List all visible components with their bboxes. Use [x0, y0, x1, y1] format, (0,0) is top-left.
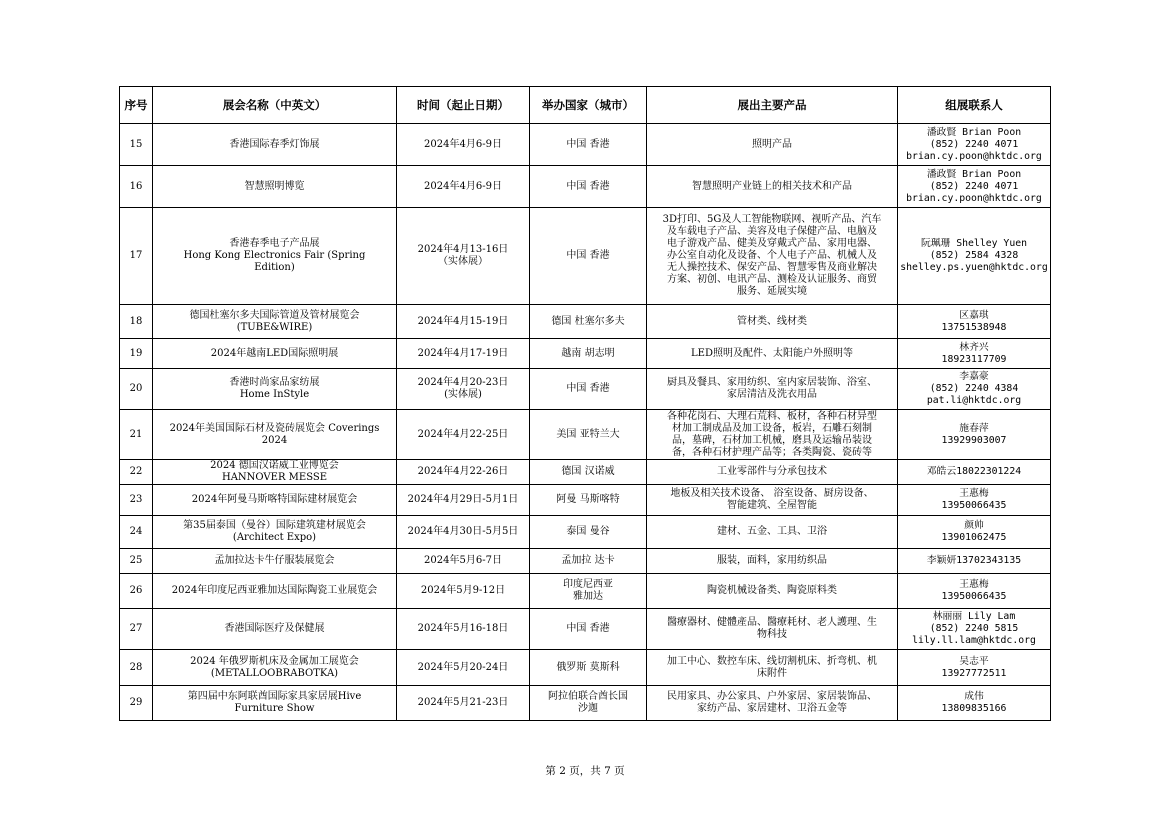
cell-line: 2024年4月15-19日 [417, 315, 509, 327]
cell-line: Edition) [254, 262, 295, 273]
cell-line: 2024年4月6-9日 [424, 138, 502, 150]
cell-line: 李嘉豪 [959, 371, 989, 382]
table-row [120, 516, 1051, 549]
cell-main-products [647, 686, 898, 721]
table-row [120, 485, 1051, 516]
cell-main-products [647, 410, 898, 460]
cell-line: 成伟 [964, 691, 984, 702]
cell-line: shelley.ps.yuen@hktdc.org [900, 262, 1048, 273]
cell-line: 13751538948 [941, 321, 1007, 333]
cell-date [397, 574, 530, 609]
cell-host-country [530, 574, 647, 609]
cell-line: 雅加达 [573, 591, 603, 602]
cell-date [397, 124, 530, 166]
cell-line: 林齐兴 [959, 341, 989, 353]
cell-line: Furniture Show [234, 703, 315, 714]
cell-exhibition-name [153, 516, 397, 549]
cell-line: 智慧照明博览 [244, 180, 305, 192]
cell-line: 孟加拉 达卡 [561, 555, 615, 566]
cell-date [397, 485, 530, 516]
cell-line: 2024年印度尼西亚雅加达国际陶瓷工业展览会 [171, 585, 378, 596]
cell-line: 林丽丽 Lily Lam [932, 611, 1016, 622]
cell-line: 美国 亚特兰大 [556, 428, 620, 440]
table-header-row [120, 87, 1051, 124]
cell-host-country [530, 305, 647, 339]
cell-line: 13950066435 [941, 500, 1007, 511]
cell-line: 吴志平 [959, 655, 989, 667]
cell-exhibition-name [153, 686, 397, 721]
cell-line: 13927772511 [941, 667, 1007, 679]
cell-line: 中国 香港 [566, 250, 610, 261]
cell-main-products [647, 369, 898, 410]
cell-exhibition-name [153, 369, 397, 410]
cell-index: 20 [120, 369, 153, 410]
cell-line: (852) 2240 4071 [929, 180, 1019, 192]
cell-line: 服装，面料，家用纺织品 [717, 555, 827, 566]
cell-date [397, 369, 530, 410]
cell-line: 2024年5月9-12日 [420, 585, 506, 596]
cell-main-products [647, 339, 898, 369]
cell-contact [898, 650, 1051, 686]
cell-host-country [530, 609, 647, 650]
cell-line: 智能建筑、全屋智能 [727, 500, 817, 511]
cell-date [397, 208, 530, 305]
table-row [120, 460, 1051, 485]
cell-line: 香港国际春季灯饰展 [229, 138, 320, 150]
cell-contact [898, 339, 1051, 369]
header-date: 时间（起止日期） [397, 87, 530, 124]
cell-line: 2024年4月30日-5月5日 [407, 526, 519, 537]
cell-line: （实体展） [438, 256, 488, 267]
cell-index: 27 [120, 609, 153, 650]
cell-date [397, 460, 530, 485]
cell-line: 13809835166 [941, 703, 1007, 714]
cell-contact [898, 516, 1051, 549]
cell-line: 2024年5月6-7日 [424, 555, 502, 566]
cell-exhibition-name [153, 410, 397, 460]
cell-contact [898, 686, 1051, 721]
cell-line: 2024年4月20-23日 [417, 377, 509, 388]
cell-line: (852) 2240 4071 [929, 138, 1019, 150]
cell-date [397, 166, 530, 208]
cell-date [397, 516, 530, 549]
cell-main-products [647, 124, 898, 166]
cell-line: 13929903007 [941, 434, 1007, 446]
table-row [120, 369, 1051, 410]
cell-line: 沙迦 [578, 703, 598, 714]
cell-date [397, 410, 530, 460]
cell-line: (实体展) [444, 389, 482, 400]
cell-line: 孟加拉达卡牛仔服装展览会 [214, 555, 335, 566]
cell-line: 2024年4月6-9日 [424, 180, 502, 192]
cell-line: 18923117709 [941, 353, 1007, 365]
cell-main-products [647, 609, 898, 650]
cell-exhibition-name [153, 208, 397, 305]
cell-line: 俄罗斯 莫斯科 [556, 661, 620, 673]
cell-host-country [530, 410, 647, 460]
cell-contact [898, 124, 1051, 166]
cell-host-country [530, 208, 647, 305]
cell-exhibition-name [153, 460, 397, 485]
cell-line: 泰国 曼谷 [566, 526, 610, 537]
cell-line: (852) 2584 4328 [929, 250, 1019, 261]
cell-line: 13950066435 [941, 591, 1007, 602]
cell-line: 2024年5月16-18日 [417, 623, 509, 634]
cell-main-products [647, 549, 898, 574]
cell-index: 19 [120, 339, 153, 369]
table-row [120, 339, 1051, 369]
cell-line: 阿曼 马斯喀特 [556, 494, 620, 505]
cell-line: 印度尼西亚 [563, 579, 613, 590]
header-contact: 组展联系人 [898, 87, 1051, 124]
cell-line: (METALLOOBRABOTKA) [210, 667, 339, 679]
cell-exhibition-name [153, 549, 397, 574]
cell-exhibition-name [153, 166, 397, 208]
cell-main-products [647, 574, 898, 609]
cell-line: 2024年越南LED国际照明展 [210, 347, 339, 359]
cell-contact [898, 208, 1051, 305]
cell-line: (Architect Expo) [232, 532, 317, 543]
cell-line: 工业零部件与分承包技术 [717, 466, 827, 477]
cell-line: 无人操控技术、保安产品、智慧零售及商业解决 [667, 262, 877, 273]
cell-line: 香港国际医疗及保健展 [224, 623, 325, 634]
cell-line: 2024年阿曼马斯喀特国际建材展览会 [191, 494, 358, 505]
cell-line: 照明产品 [752, 138, 792, 150]
table-row [120, 650, 1051, 686]
cell-date [397, 339, 530, 369]
cell-contact [898, 549, 1051, 574]
cell-date [397, 650, 530, 686]
cell-line: 王惠梅 [959, 488, 989, 499]
cell-line: 越南 胡志明 [561, 347, 615, 359]
cell-index: 25 [120, 549, 153, 574]
cell-line: 品，墓碑，石材加工机械，磨具及运输吊装设 [672, 434, 872, 446]
cell-host-country [530, 460, 647, 485]
cell-line: 2024 [261, 434, 288, 446]
cell-line: LED照明及配件、太阳能户外照明等 [691, 347, 853, 359]
cell-line: 阿拉伯联合酋长国 [548, 691, 628, 702]
cell-line: 德国 杜塞尔多夫 [551, 315, 625, 327]
cell-line: 醫療器材、健體產品、醫療耗材、老人護理、生 [667, 617, 877, 628]
cell-contact [898, 574, 1051, 609]
cell-line: lily.ll.lam@hktdc.org [912, 635, 1036, 646]
cell-line: 方案、初创、电讯产品、测检及认证服务、商贸 [667, 274, 877, 285]
table-body [120, 124, 1051, 721]
cell-line: 香港春季电子产品展 [229, 238, 320, 249]
cell-host-country [530, 124, 647, 166]
cell-contact [898, 485, 1051, 516]
cell-line: 2024 德国汉诺威工业博览会 [210, 460, 339, 471]
cell-line: 床附件 [757, 667, 787, 679]
cell-line: 2024年5月20-24日 [417, 661, 509, 673]
cell-exhibition-name [153, 305, 397, 339]
cell-exhibition-name [153, 650, 397, 686]
cell-host-country [530, 549, 647, 574]
cell-exhibition-name [153, 574, 397, 609]
cell-contact [898, 410, 1051, 460]
cell-exhibition-name [153, 124, 397, 166]
cell-line: 中国 香港 [566, 180, 610, 192]
cell-line: 2024年4月13-16日 [417, 244, 509, 255]
cell-index: 15 [120, 124, 153, 166]
cell-line: 施春萍 [959, 422, 989, 434]
cell-line: HANNOVER MESSE [221, 472, 328, 483]
cell-line: 厨具及餐具、家用纺织、室内家居装饰、浴室、 [667, 377, 877, 388]
cell-line: 香港时尚家品家纺展 [229, 377, 320, 388]
cell-main-products [647, 208, 898, 305]
cell-line: 备，各种石材护理产品等；各类陶瓷、瓷砖等 [672, 446, 872, 458]
cell-line: 管材类、线材类 [737, 315, 807, 327]
table-row [120, 686, 1051, 721]
table-row [120, 305, 1051, 339]
cell-line: 材加工制成品及加工设备，板岩，石雕石刻制 [672, 422, 872, 434]
cell-line: 陶瓷机械设备类、陶瓷原料类 [707, 585, 837, 596]
cell-exhibition-name [153, 485, 397, 516]
cell-line: 2024年4月17-19日 [417, 347, 509, 359]
cell-index: 26 [120, 574, 153, 609]
cell-line: (852) 2240 5815 [929, 623, 1019, 634]
cell-line: 智慧照明产业链上的相关技术和产品 [692, 180, 852, 192]
cell-host-country [530, 686, 647, 721]
cell-index: 24 [120, 516, 153, 549]
cell-line: 加工中心、数控车床、线切割机床、折弯机、机 [667, 655, 877, 667]
table-row [120, 166, 1051, 208]
cell-contact [898, 305, 1051, 339]
cell-line: 中国 香港 [566, 623, 610, 634]
cell-line: 家纺产品、家居建材、卫浴五金等 [697, 703, 847, 714]
cell-date [397, 549, 530, 574]
cell-line: 德国杜塞尔多夫国际管道及管材展览会 [189, 309, 360, 321]
cell-line: 邓皓云18022301224 [926, 466, 1022, 477]
cell-date [397, 686, 530, 721]
cell-index: 21 [120, 410, 153, 460]
table-row [120, 208, 1051, 305]
cell-index: 22 [120, 460, 153, 485]
cell-line: 13901062475 [941, 532, 1007, 543]
header-host-country: 举办国家（城市） [530, 87, 647, 124]
cell-main-products [647, 650, 898, 686]
cell-host-country [530, 339, 647, 369]
cell-line: brian.cy.poon@hktdc.org [906, 192, 1042, 204]
page-number-footer: 第 2 页，共 7 页 [545, 765, 625, 777]
cell-line: 2024 年俄罗斯机床及金属加工展览会 [190, 655, 359, 667]
cell-line: 德国 汉诺威 [561, 466, 615, 477]
cell-line: (852) 2240 4384 [929, 383, 1019, 394]
cell-line: 颜帅 [964, 520, 984, 531]
cell-host-country [530, 369, 647, 410]
cell-line: 3D打印、5G及人工智能物联网、视听产品、汽车 [662, 214, 882, 225]
cell-index: 28 [120, 650, 153, 686]
table-row [120, 410, 1051, 460]
header-index: 序号 [120, 87, 153, 124]
cell-line: 2024年4月29日-5月1日 [407, 494, 519, 505]
cell-line: brian.cy.poon@hktdc.org [906, 150, 1042, 162]
cell-line: 服务、延展实境 [737, 286, 807, 297]
cell-line: 物科技 [757, 629, 787, 640]
table-row [120, 124, 1051, 166]
cell-line: 建材、五金、工具、卫浴 [717, 526, 827, 537]
cell-line: 2024年5月21-23日 [417, 697, 509, 708]
cell-contact [898, 166, 1051, 208]
cell-line: 潘政賢 Brian Poon [926, 168, 1022, 180]
exhibition-schedule-table [119, 86, 1051, 721]
cell-line: 中国 香港 [566, 138, 610, 150]
cell-line: 民用家具、办公家具、户外家居、家居装饰品、 [667, 691, 877, 702]
table-row [120, 609, 1051, 650]
cell-line: 中国 香港 [566, 383, 610, 394]
table-row [120, 574, 1051, 609]
cell-date [397, 609, 530, 650]
cell-host-country [530, 485, 647, 516]
cell-line: 王惠梅 [959, 579, 989, 590]
cell-index: 16 [120, 166, 153, 208]
cell-line: 第四届中东阿联酋国际家具家居展Hive [187, 691, 362, 702]
cell-line: 家居清洁及洗衣用品 [727, 389, 817, 400]
cell-host-country [530, 516, 647, 549]
cell-line: 2024年4月22-25日 [417, 428, 509, 440]
cell-index: 23 [120, 485, 153, 516]
cell-line: 电子游戏产品、健美及穿戴式产品、家用电器、 [667, 238, 877, 249]
cell-main-products [647, 305, 898, 339]
cell-index: 29 [120, 686, 153, 721]
cell-index: 18 [120, 305, 153, 339]
cell-host-country [530, 650, 647, 686]
cell-main-products [647, 516, 898, 549]
cell-main-products [647, 166, 898, 208]
cell-index: 17 [120, 208, 153, 305]
cell-contact [898, 460, 1051, 485]
cell-main-products [647, 460, 898, 485]
header-exhibition-name: 展会名称（中英文） [153, 87, 397, 124]
cell-contact [898, 369, 1051, 410]
cell-line: 办公室自动化及设备、个人电子产品、机械人及 [667, 250, 877, 261]
cell-line: 各种花岗石、大理石荒料、板材，各种石材异型 [667, 410, 877, 422]
cell-line: 2024年美国国际石材及瓷砖展览会 Coverings [169, 422, 380, 434]
cell-line: (TUBE&WIRE) [236, 321, 313, 333]
cell-line: Hong Kong Electronics Fair (Spring [183, 250, 366, 261]
cell-line: 区嘉琪 [959, 309, 989, 321]
table-row [120, 549, 1051, 574]
cell-line: 第35届泰国（曼谷）国际建筑建材展览会 [183, 520, 366, 531]
cell-line: 潘政賢 Brian Poon [926, 126, 1022, 138]
cell-host-country [530, 166, 647, 208]
cell-exhibition-name [153, 609, 397, 650]
cell-line: Home InStyle [239, 389, 310, 400]
cell-main-products [647, 485, 898, 516]
cell-line: 2024年4月22-26日 [417, 466, 509, 477]
cell-line: 阮珮珊 Shelley Yuen [920, 238, 1028, 249]
cell-line: 及车载电子产品、美容及电子保健产品、电脑及 [667, 226, 877, 237]
cell-date [397, 305, 530, 339]
cell-line: 李颖妍13702343135 [926, 555, 1022, 566]
header-main-products: 展出主要产品 [647, 87, 898, 124]
cell-exhibition-name [153, 339, 397, 369]
cell-line: 地板及相关技术设备、 浴室设备、厨房设备、 [670, 488, 874, 499]
cell-contact [898, 609, 1051, 650]
cell-line: pat.li@hktdc.org [926, 395, 1022, 406]
